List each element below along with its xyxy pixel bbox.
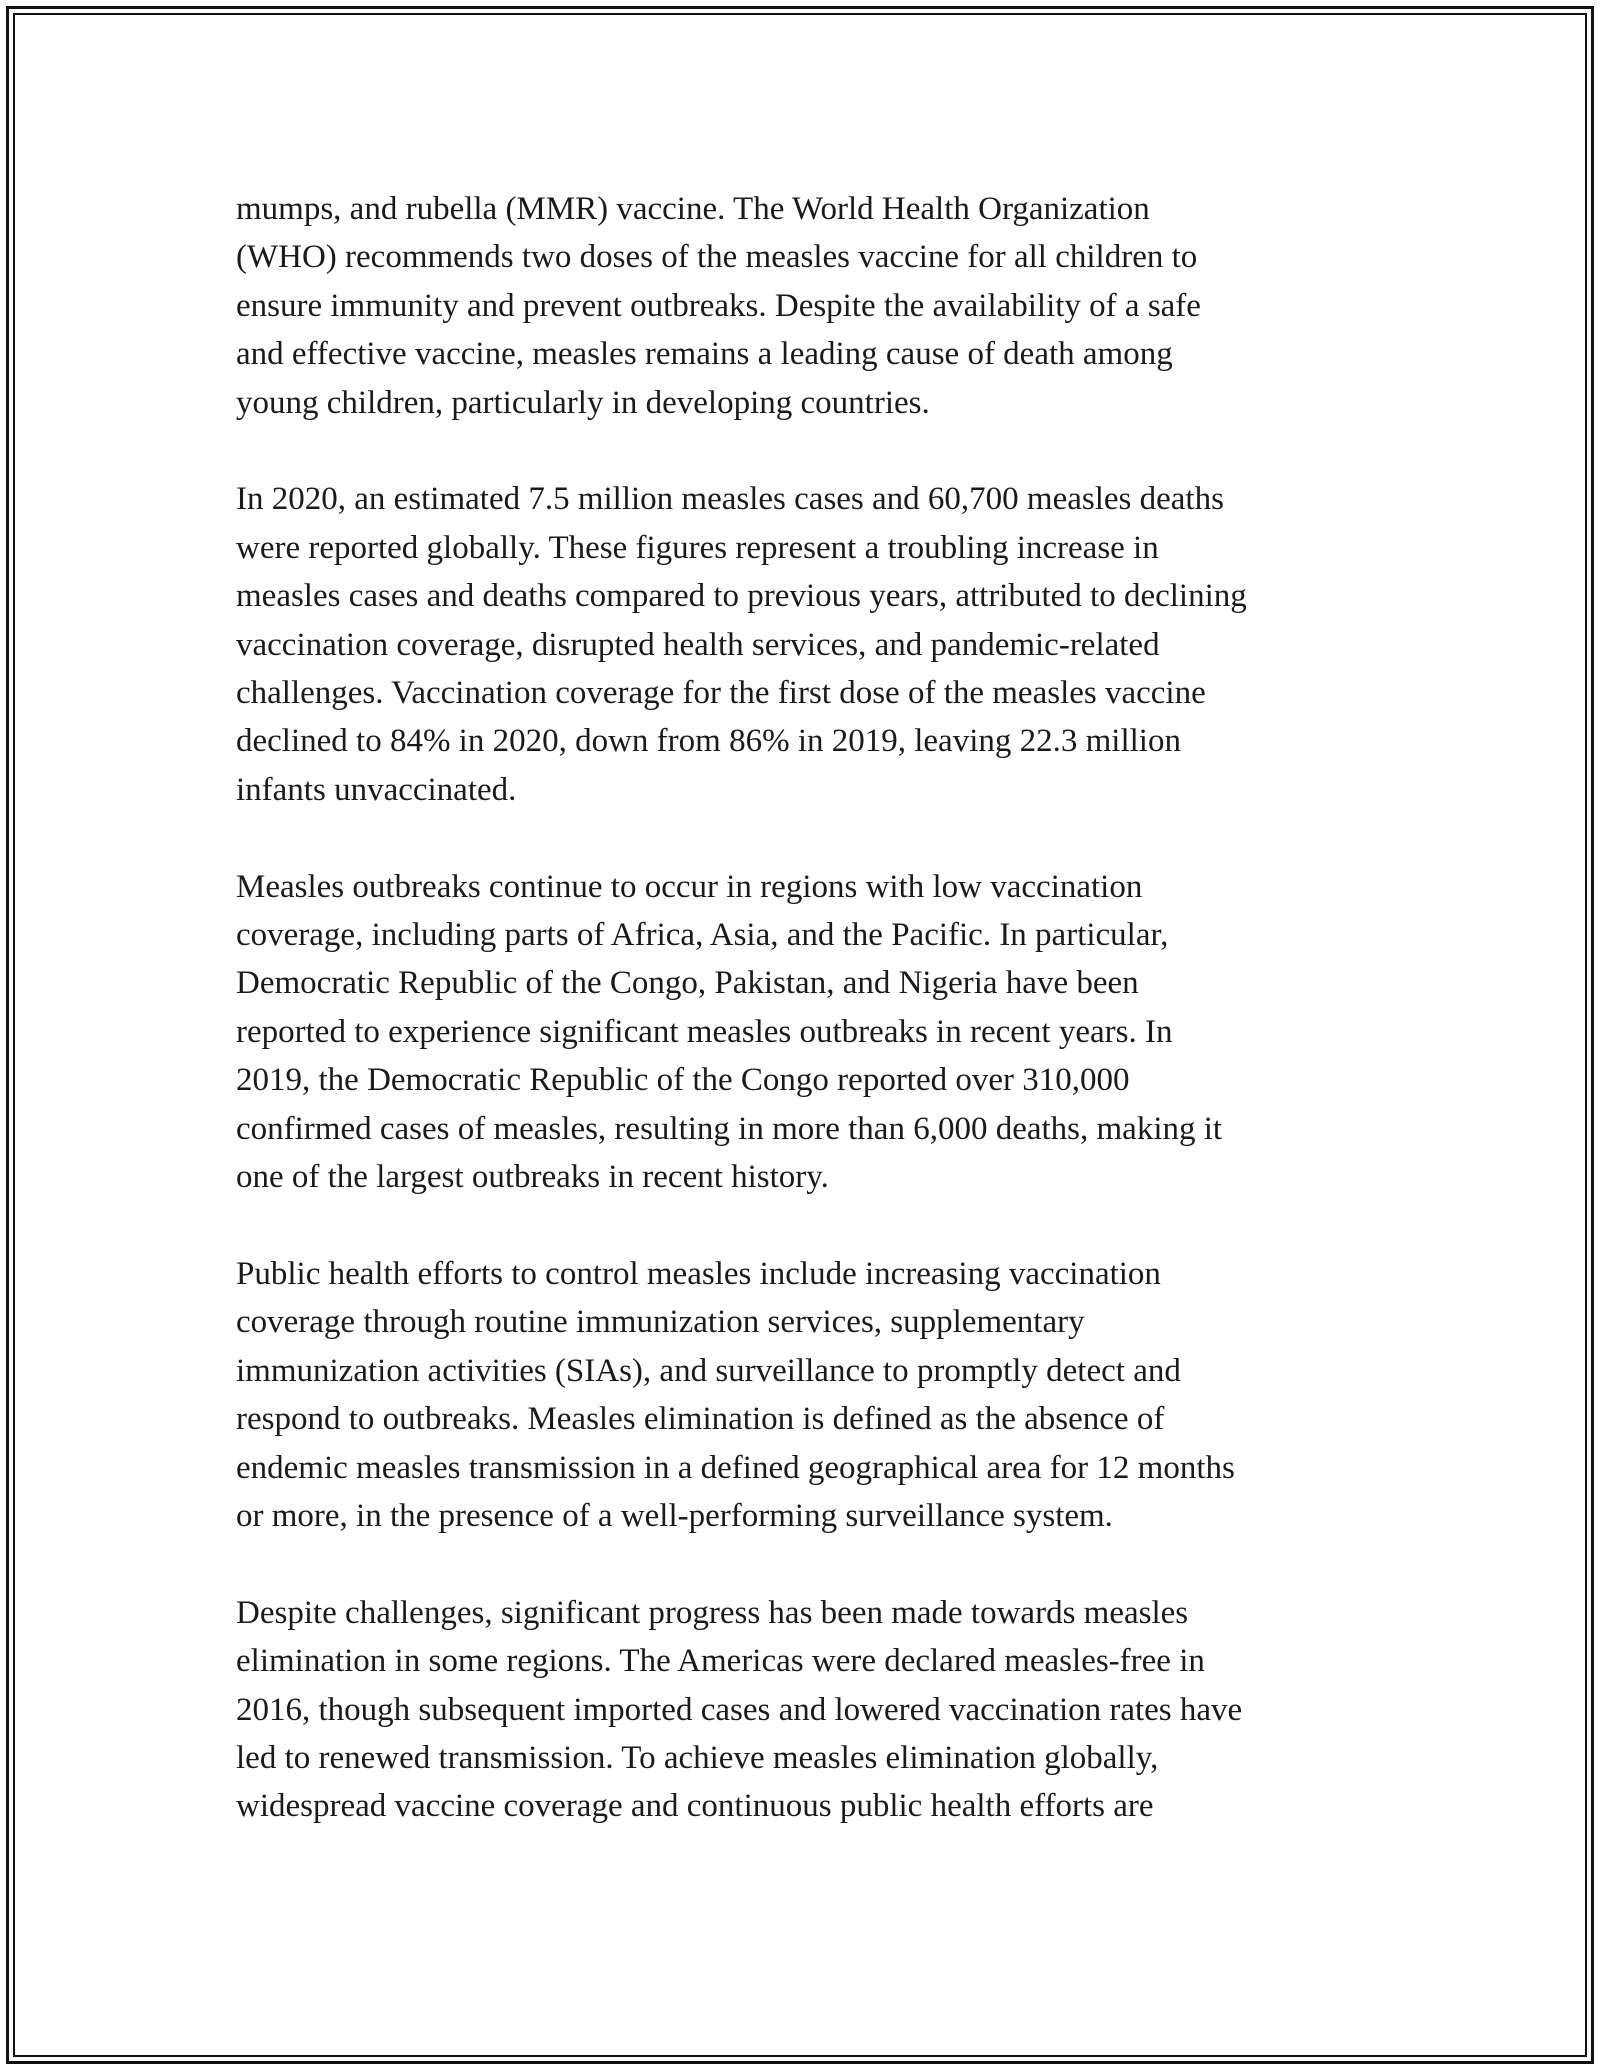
text-line: endemic measles transmission in a defined geographical area for 12 months — [236, 1449, 1235, 1486]
text-line: and effective vaccine, measles remains a leading cause of death among — [236, 336, 1173, 373]
text-line: Public health efforts to control measles include increasing vaccination — [236, 1255, 1161, 1292]
text-line: In 2020, an estimated 7.5 million measles cases and 60,700 measles deaths — [236, 481, 1224, 518]
text-line: coverage, including parts of Africa, Asia, and the Pacific. In particular, — [236, 917, 1169, 954]
text-line: vaccination coverage, disrupted health services, and pandemic-related — [236, 626, 1160, 663]
text-line: Measles outbreaks continue to occur in regions with low vaccination — [236, 868, 1143, 905]
paragraph-outbreaks — [236, 863, 1376, 1202]
text-line: challenges. Vaccination coverage for the first dose of the measles vaccine — [236, 675, 1206, 712]
text-line: coverage through routine immunization services, supplementary — [236, 1304, 1085, 1341]
text-line: elimination in some regions. The Americas were declared measles-free in — [236, 1643, 1205, 1680]
document-body — [236, 185, 1376, 1879]
text-line: declined to 84% in 2020, down from 86% in 2019, leaving 22.3 million — [236, 723, 1181, 760]
paragraph-public-health-efforts — [236, 1250, 1376, 1540]
text-line: respond to outbreaks. Measles elimination is defined as the absence of — [236, 1401, 1165, 1438]
text-line: led to renewed transmission. To achieve measles elimination globally, — [236, 1739, 1159, 1776]
text-line: or more, in the presence of a well-performing surveillance system. — [236, 1497, 1113, 1534]
text-line: 2019, the Democratic Republic of the Congo reported over 310,000 — [236, 1062, 1130, 1099]
text-line: immunization activities (SIAs), and surveillance to promptly detect and — [236, 1352, 1181, 1389]
paragraph-elimination-progress — [236, 1589, 1376, 1831]
text-line: young children, particularly in developing countries. — [236, 384, 930, 421]
text-line: ensure immunity and prevent outbreaks. Despite the availability of a safe — [236, 287, 1201, 324]
text-line: reported to experience significant measles outbreaks in recent years. In — [236, 1013, 1173, 1050]
text-line: widespread vaccine coverage and continuous public health efforts are — [236, 1788, 1154, 1825]
text-line: confirmed cases of measles, resulting in more than 6,000 deaths, making it — [236, 1110, 1223, 1147]
text-line: 2016, though subsequent imported cases and lowered vaccination rates have — [236, 1691, 1243, 1728]
text-line: mumps, and rubella (MMR) vaccine. The World Health Organization — [236, 191, 1150, 227]
text-line: (WHO) recommends two doses of the measles vaccine for all children to — [236, 239, 1198, 276]
text-line: one of the largest outbreaks in recent history. — [236, 1159, 829, 1196]
paragraph-mmr-vaccine — [236, 185, 1376, 427]
text-line: measles cases and deaths compared to previous years, attributed to declining — [236, 578, 1247, 615]
paragraph-2020-statistics — [236, 475, 1376, 814]
text-line: infants unvaccinated. — [236, 771, 517, 808]
text-line: Despite challenges, significant progress has been made towards measles — [236, 1594, 1189, 1631]
text-line: were reported globally. These figures represent a troubling increase in — [236, 529, 1159, 566]
text-line: Democratic Republic of the Congo, Pakistan, and Nigeria have been — [236, 965, 1139, 1002]
